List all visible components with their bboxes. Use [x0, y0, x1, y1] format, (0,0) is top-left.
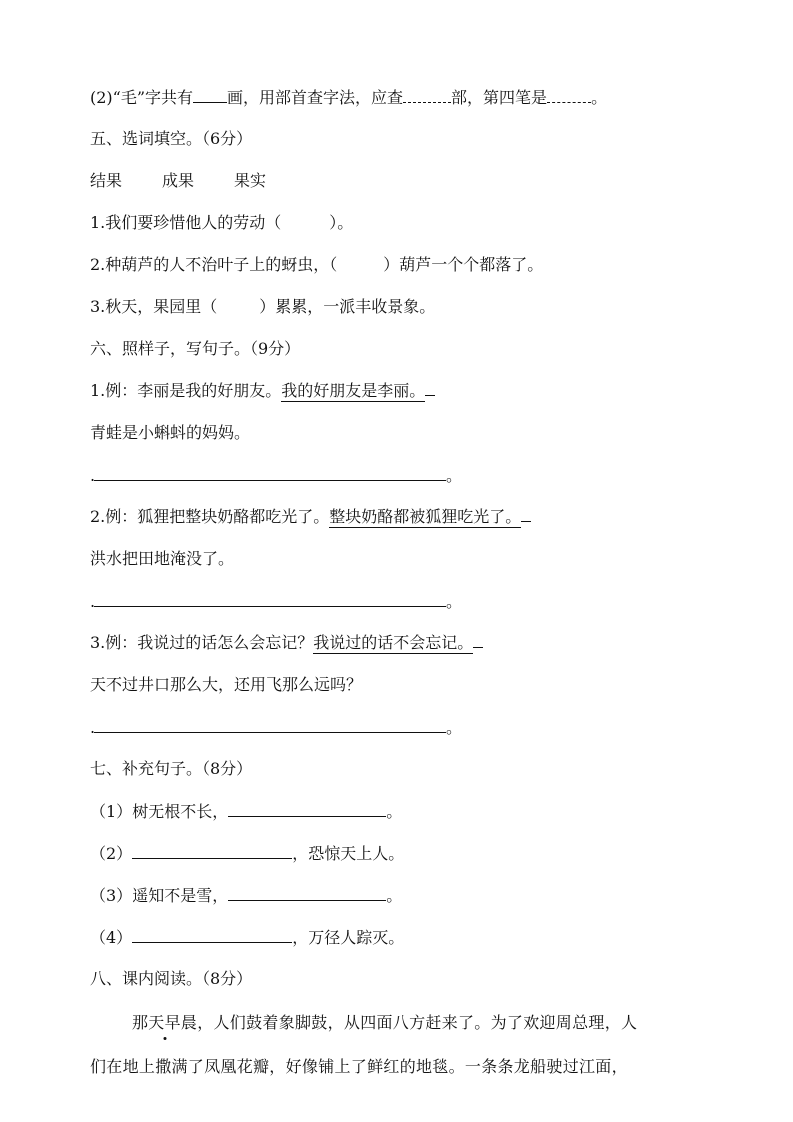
example-3-prompt: 天不过井口那么大，还用飞那么远吗？ [90, 675, 363, 694]
complete-sentence-2: （2） ，恐惊天上人。 [90, 844, 405, 863]
section-8-title: 八、课内阅读。（8分） [90, 969, 253, 988]
example-1: 1.例：李丽是我的好朋友。我的好朋友是李丽。 [90, 380, 435, 402]
sentence-blank-3[interactable] [228, 884, 386, 901]
reading-paragraph-line-2: 们在地上撒满了凤凰花瓣，好像铺上了鲜红的地毯。一条条龙船驶过江面， [90, 1057, 628, 1076]
sentence-blank-2[interactable] [132, 842, 292, 859]
fill-question-1: 1.我们要珍惜他人的劳动（ ）。 [90, 213, 354, 232]
example-3: 3.例：我说过的话怎么会忘记？我说过的话不会忘记。 [90, 632, 483, 654]
answer-line-3[interactable]: . 。 [90, 718, 463, 737]
fill-question-2: 2.种葫芦的人不治叶子上的蚜虫，（ ）葫芦一个个都落了。 [90, 255, 544, 274]
complete-sentence-1: （1）树无根不长， 。 [90, 802, 403, 821]
example-1-prompt: 青蛙是小蝌蚪的妈妈。 [90, 423, 251, 442]
complete-sentence-4: （4） ，万径人踪灭。 [90, 928, 405, 947]
answer-line-1[interactable]: . 。 [90, 466, 463, 485]
example-3-answer: 我说过的话不会忘记。 [313, 633, 474, 652]
example-2-prompt: 洪水把田地淹没了。 [90, 549, 235, 568]
question-4-2: (2)“毛”字共有 画，用部首查字法，应查 部，第四笔是 。 [90, 88, 608, 107]
reading-paragraph-line-1: 那天早晨，人们鼓着象脚鼓，从四面八方赶来了。为了欢迎周总理，人 [132, 1013, 638, 1032]
emphasized-phrase: 那天早晨 [132, 1013, 198, 1032]
section-7-title: 七、补充句子。（8分） [90, 759, 253, 778]
complete-sentence-3: （3）遥知不是雪， 。 [90, 886, 403, 905]
example-2: 2.例：狐狸把整块奶酪都吃光了。整块奶酪都被狐狸吃光了。 [90, 506, 531, 528]
sentence-blank-1[interactable] [228, 800, 386, 817]
word-choice: 成果 [162, 171, 195, 190]
sentence-blank-4[interactable] [132, 926, 292, 943]
radical-blank[interactable] [403, 86, 451, 103]
answer-line-2[interactable]: . 。 [90, 592, 463, 611]
fourth-stroke-blank[interactable] [547, 86, 591, 103]
example-1-answer: 我的好朋友是李丽。 [281, 381, 426, 400]
fill-question-3: 3.秋天，果园里（ ）累累，一派丰收景象。 [90, 297, 436, 316]
word-choices [90, 170, 306, 192]
section-5-title: 五、选词填空。（6分） [90, 129, 253, 148]
word-choice: 结果 [90, 171, 123, 190]
word-choice: 果实 [234, 171, 267, 190]
stroke-count-blank[interactable] [193, 86, 227, 103]
example-2-answer: 整块奶酪都被狐狸吃光了。 [329, 507, 522, 526]
section-6-title: 六、照样子，写句子。（9分） [90, 339, 301, 358]
